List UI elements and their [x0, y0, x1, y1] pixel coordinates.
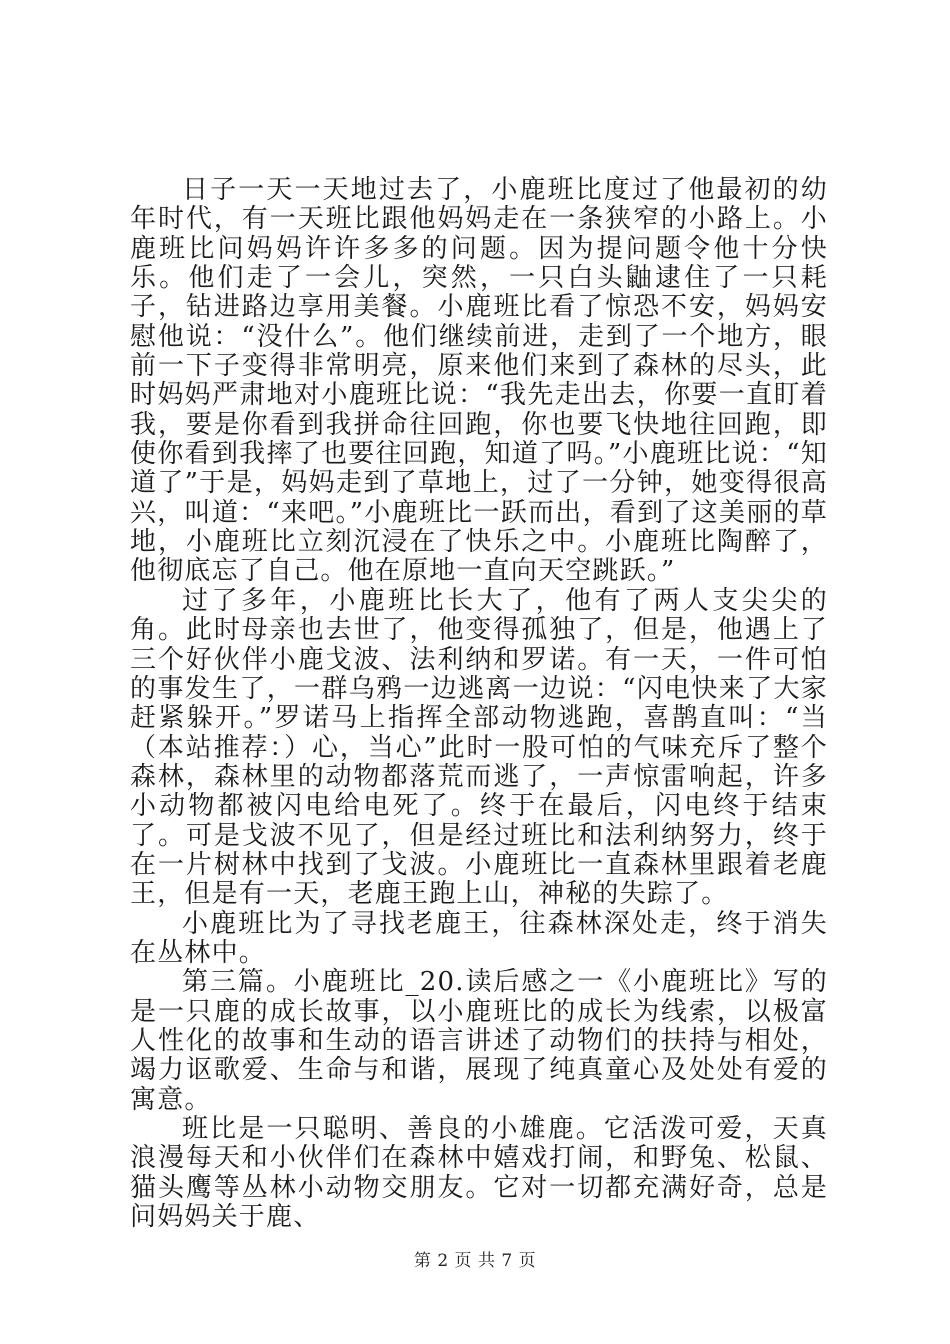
paragraph-2: 过了多年，小鹿班比长大了，他有了两人支尖尖的角。此时母亲也去世了，他变得孤独了，但是，他遇上了三个好伙伴小鹿戈波、法利纳和罗诺。有一天，一件可怕的事发生了，一群乌鸦一边逃离一边说：“闪电快来了大家赶紧躲开。”罗诺马上指挥全部动物逃跑，喜鹊直叫：“当（本站推荐：）心，当心”此时一股可怕的气味充斥了整个森林，森林里的动物都落荒而逃了，一声惊雷响起，许多小动物都被闪电给电死了。终于在最后，闪电终于结束了。可是戈波不见了，但是经过班比和法利纳努力，终于在一片树林中找到了戈波。小鹿班比一直森林里跟着老鹿王，但是有一天，老鹿王跑上山，神秘的失踪了。 [130, 585, 828, 910]
paragraph-5: 班比是一只聪明、善良的小雄鹿。它活泼可爱，天真浪漫每天和小伙伴们在森林中嬉戏打闹，和野兔、松鼠、猫头鹰等丛林小动物交朋友。它对一切都充满好奇，总是问妈妈关于鹿、 [130, 1114, 828, 1233]
paragraph-3: 小鹿班比为了寻找老鹿王，往森林深处走，终于消失在丛林中。 [130, 908, 828, 968]
page-number-footer: 第 2 页 共 7 页 [413, 1251, 537, 1271]
body-text [130, 176, 828, 1232]
paragraph-4: 第三篇。小鹿班比_20.读后感之一《小鹿班比》写的是一只鹿的成长故事，以小鹿班比的成长为线索，以极富人性化的故事和生动的语言讲述了动物们的扶持与相处，竭力讴歌爱、生命与和谐，展现了纯真童心及处处有爱的寓意。 [130, 967, 828, 1115]
paragraph-1: 日子一天一天地过去了，小鹿班比度过了他最初的幼年时代，有一天班比跟他妈妈走在一条狭窄的小路上。小鹿班比问妈妈许许多多的问题。因为提问题令他十分快乐。他们走了一会儿，突然，一只白头鼬逮住了一只耗子，钻进路边享用美餐。小鹿班比看了惊恐不安，妈妈安慰他说：“没什么”。他们继续前进，走到了一个地方，眼前一下子变得非常明亮，原来他们来到了森林的尽头，此时妈妈严肃地对小鹿班比说：“我先走出去，你要一直盯着我，要是你看到我拼命往回跑，你也要飞快地往回跑，即使你看到我摔了也要往回跑，知道了吗。”小鹿班比说：“知道了”于是，妈妈走到了草地上，过了一分钟，她变得很高兴，叫道：“来吧。”小鹿班比一跃而出，看到了这美丽的草地，小鹿班比立刻沉浸在了快乐之中。小鹿班比陶醉了，他彻底忘了自己。他在原地一直向天空跳跃。” [130, 175, 828, 587]
